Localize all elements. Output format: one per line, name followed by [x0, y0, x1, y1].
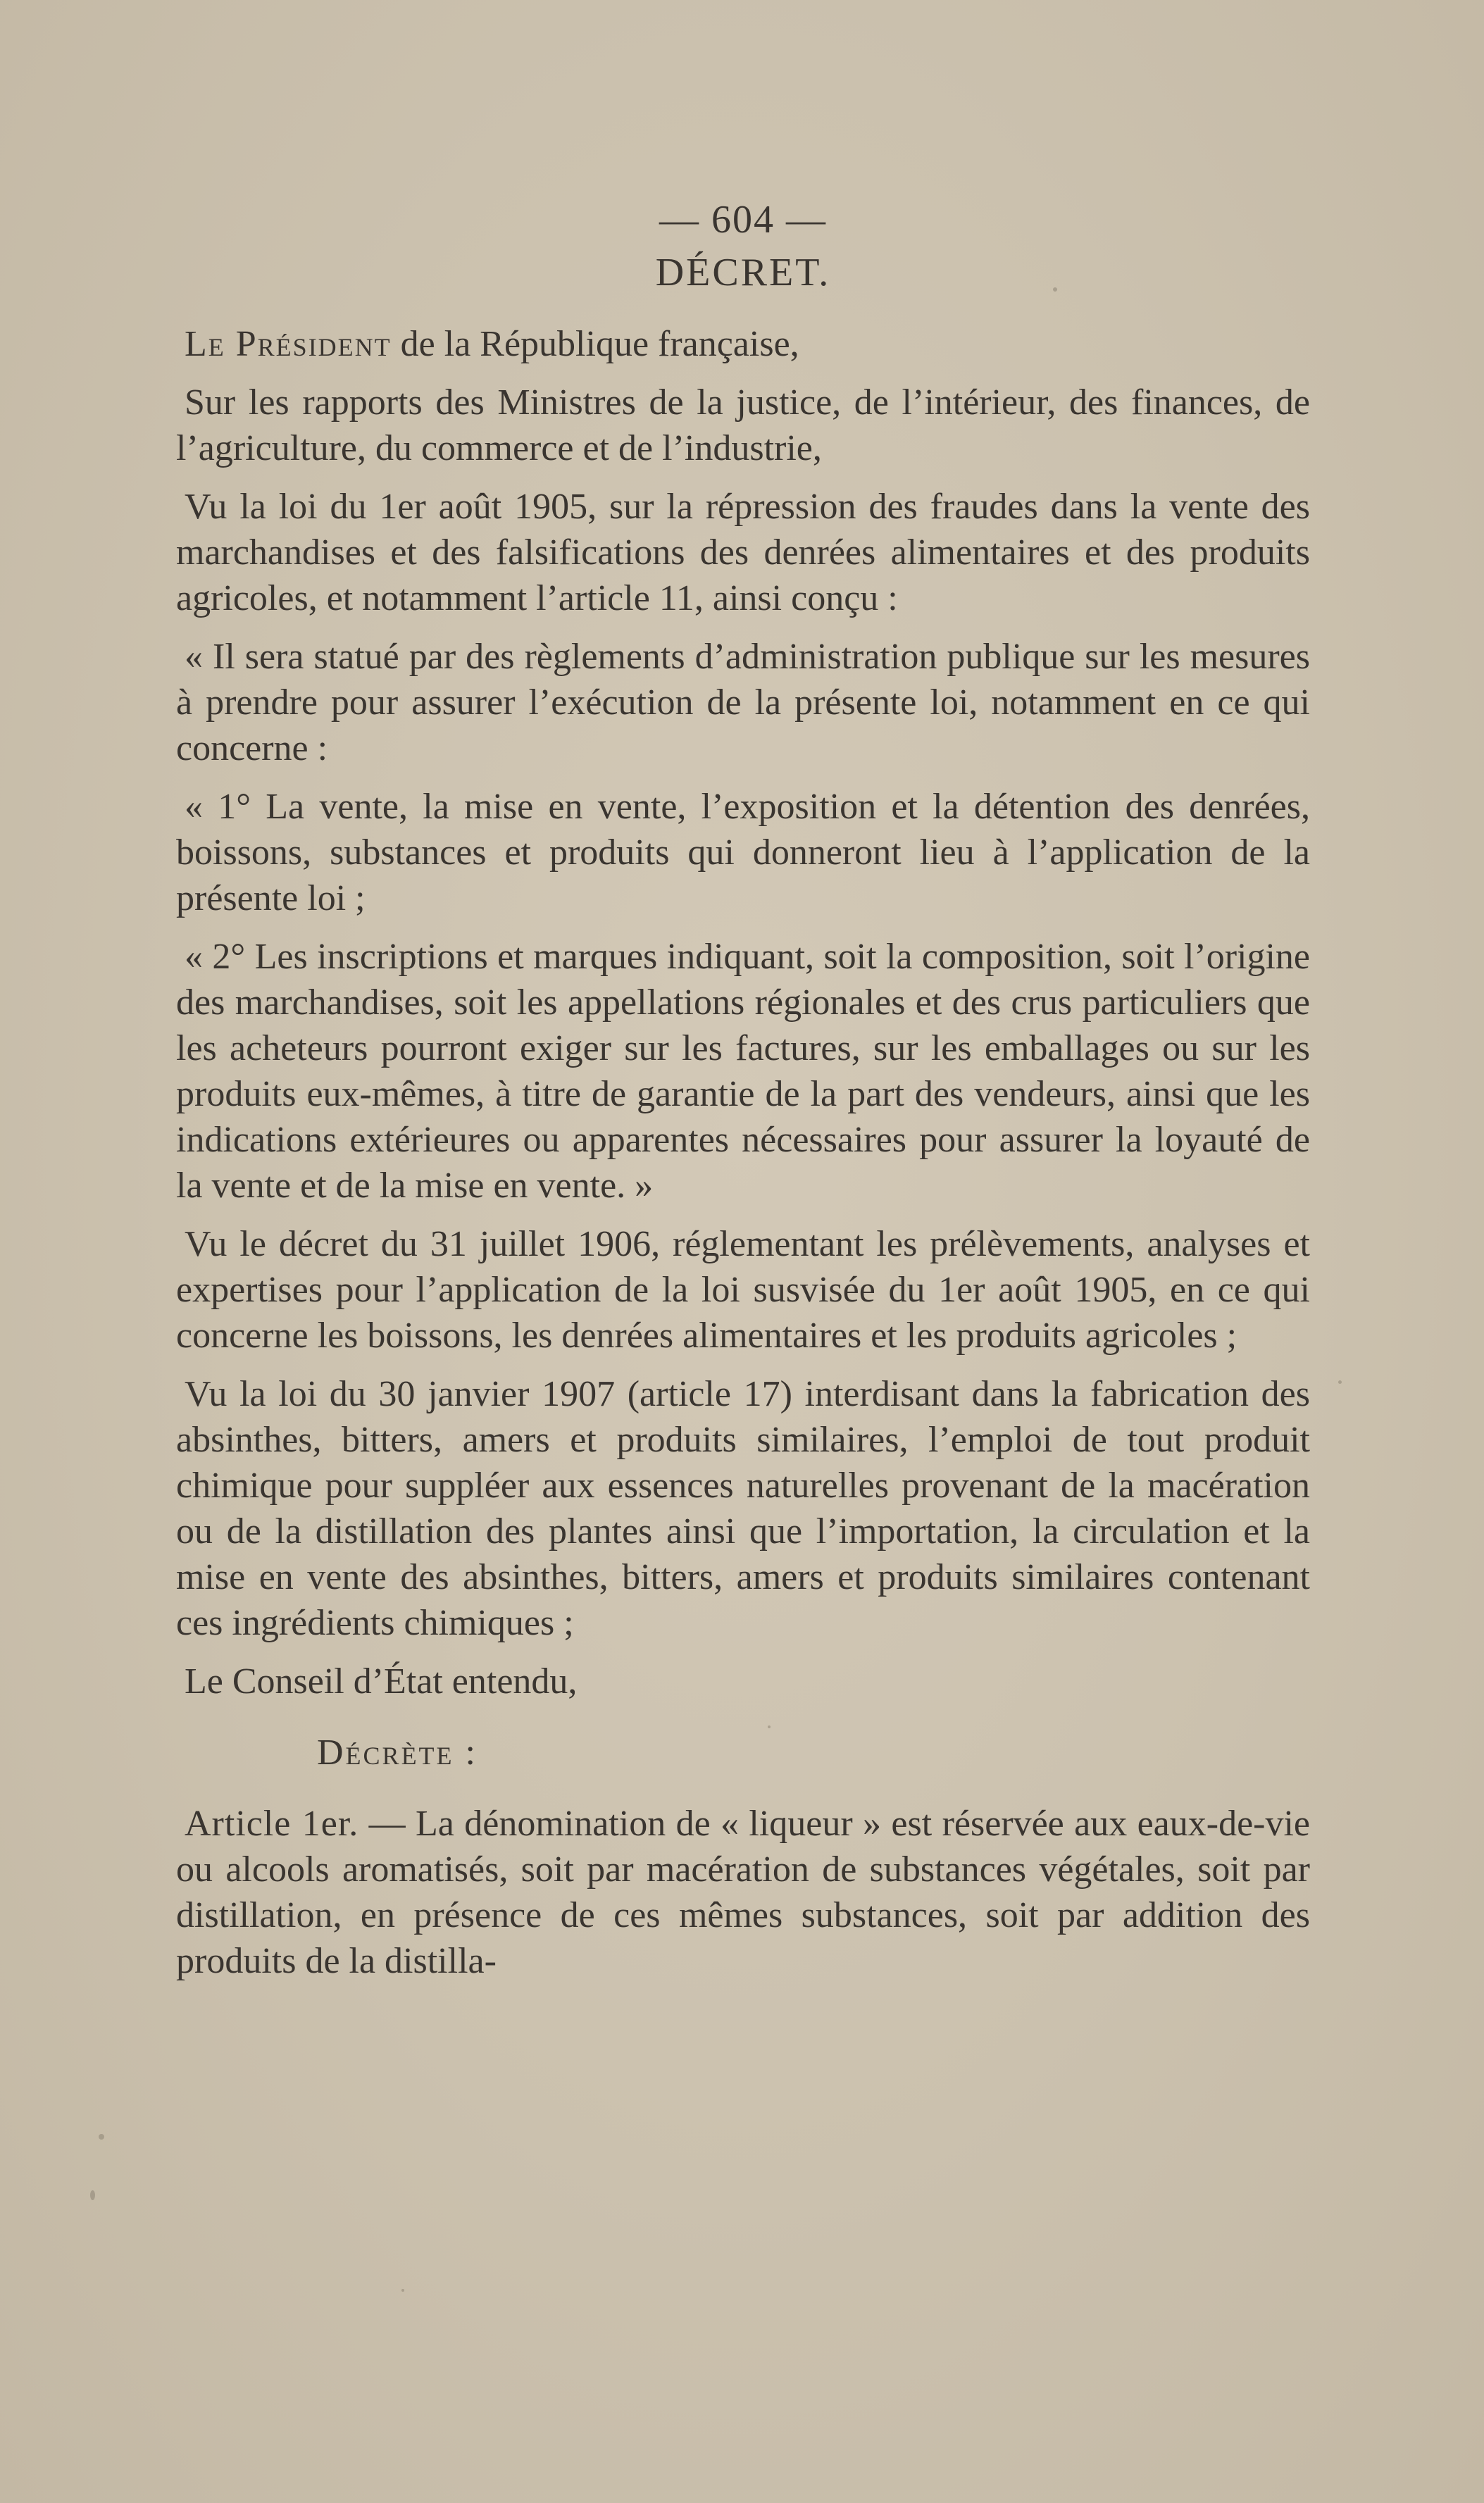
paragraph-loi-1907: Vu la loi du 30 janvier 1907 (article 17) interdisant dans la fabrication des absinthes, bitters, amers et produits similaires, l’emploi de tout produit chimique pour suppléer aux essences naturelles provenant de la macération ou de la distillation des plantes ainsi que l’importation, la circulation et la mise en vente des absinthes, bitters, amers et produits similaires contenant ces ingrédients chimiques ; [176, 1374, 1310, 1643]
paper-speck [99, 2134, 104, 2140]
article-text: — La dénomination de « liqueur » est réservée aux eaux-de-vie ou alcools aromatisés, soit par macération de substances végétales, soit par distillation, en présence de ces mêmes substances, soit par addition des produits de la distilla- [176, 1804, 1310, 1981]
article-label: Article 1er. [185, 1804, 359, 1844]
decree-text [176, 197, 1310, 1997]
paper-speck [401, 2289, 404, 2292]
paper-speck [1053, 287, 1057, 292]
paragraph-loi-1905: Vu la loi du 1er août 1905, sur la répression des fraudes dans la vente des marchandises et des falsifications des denrées alimentaires et des produits agricoles, et notamment l’article 11, ainsi conçu : [176, 487, 1310, 618]
paragraph-quote-item-1: « 1° La vente, la mise en vente, l’exposition et la détention des denrées, boissons, substances et produits qui donneront lieu à l’application de la présente loi ; [176, 787, 1310, 918]
article-1 [176, 1801, 1310, 1984]
paragraph-conseil-etat: Le Conseil d’État entendu, [185, 1661, 578, 1702]
decrete-heading: Décrète : [317, 1733, 478, 1773]
paper-speck [1338, 1380, 1342, 1384]
preamble-smallcaps: Le Président [185, 324, 392, 364]
paper-speck [768, 1725, 771, 1728]
paragraph-rapports: Sur les rapports des Ministres de la justice, de l’intérieur, des finances, de l’agriculture, du commerce et de l’industrie, [176, 382, 1310, 468]
paragraph-decret-1906: Vu le décret du 31 juillet 1906, réglementant les prélèvements, analyses et expertises pour l’application de la loi susvisée du 1er août 1905, en ce qui concerne les boissons, les denrées alimentaires et les produits agricoles ; [176, 1224, 1310, 1356]
preamble [176, 321, 1310, 367]
document-title: DÉCRET. [655, 251, 831, 294]
paragraph-quote-intro: « Il sera statué par des règlements d’administration publique sur les mesures à prendre pour assurer l’exécution de la présente loi, notamment en ce qui concerne : [176, 637, 1310, 768]
paper-speck [90, 2190, 95, 2200]
preamble-rest: de la République française, [391, 324, 799, 364]
page-number: — 604 — [659, 198, 827, 242]
paragraph-quote-item-2: « 2° Les inscriptions et marques indiquant, soit la composition, soit l’origine des marchandises, soit les appellations régionales et des crus particuliers que les acheteurs pourront exiger sur les factures, sur les emballages ou sur les produits eux-mêmes, à titre de garantie de la part des vendeurs, ainsi que les indications extérieures ou apparentes nécessaires pour assurer la loyauté de la vente et de la mise en vente. » [176, 937, 1310, 1206]
